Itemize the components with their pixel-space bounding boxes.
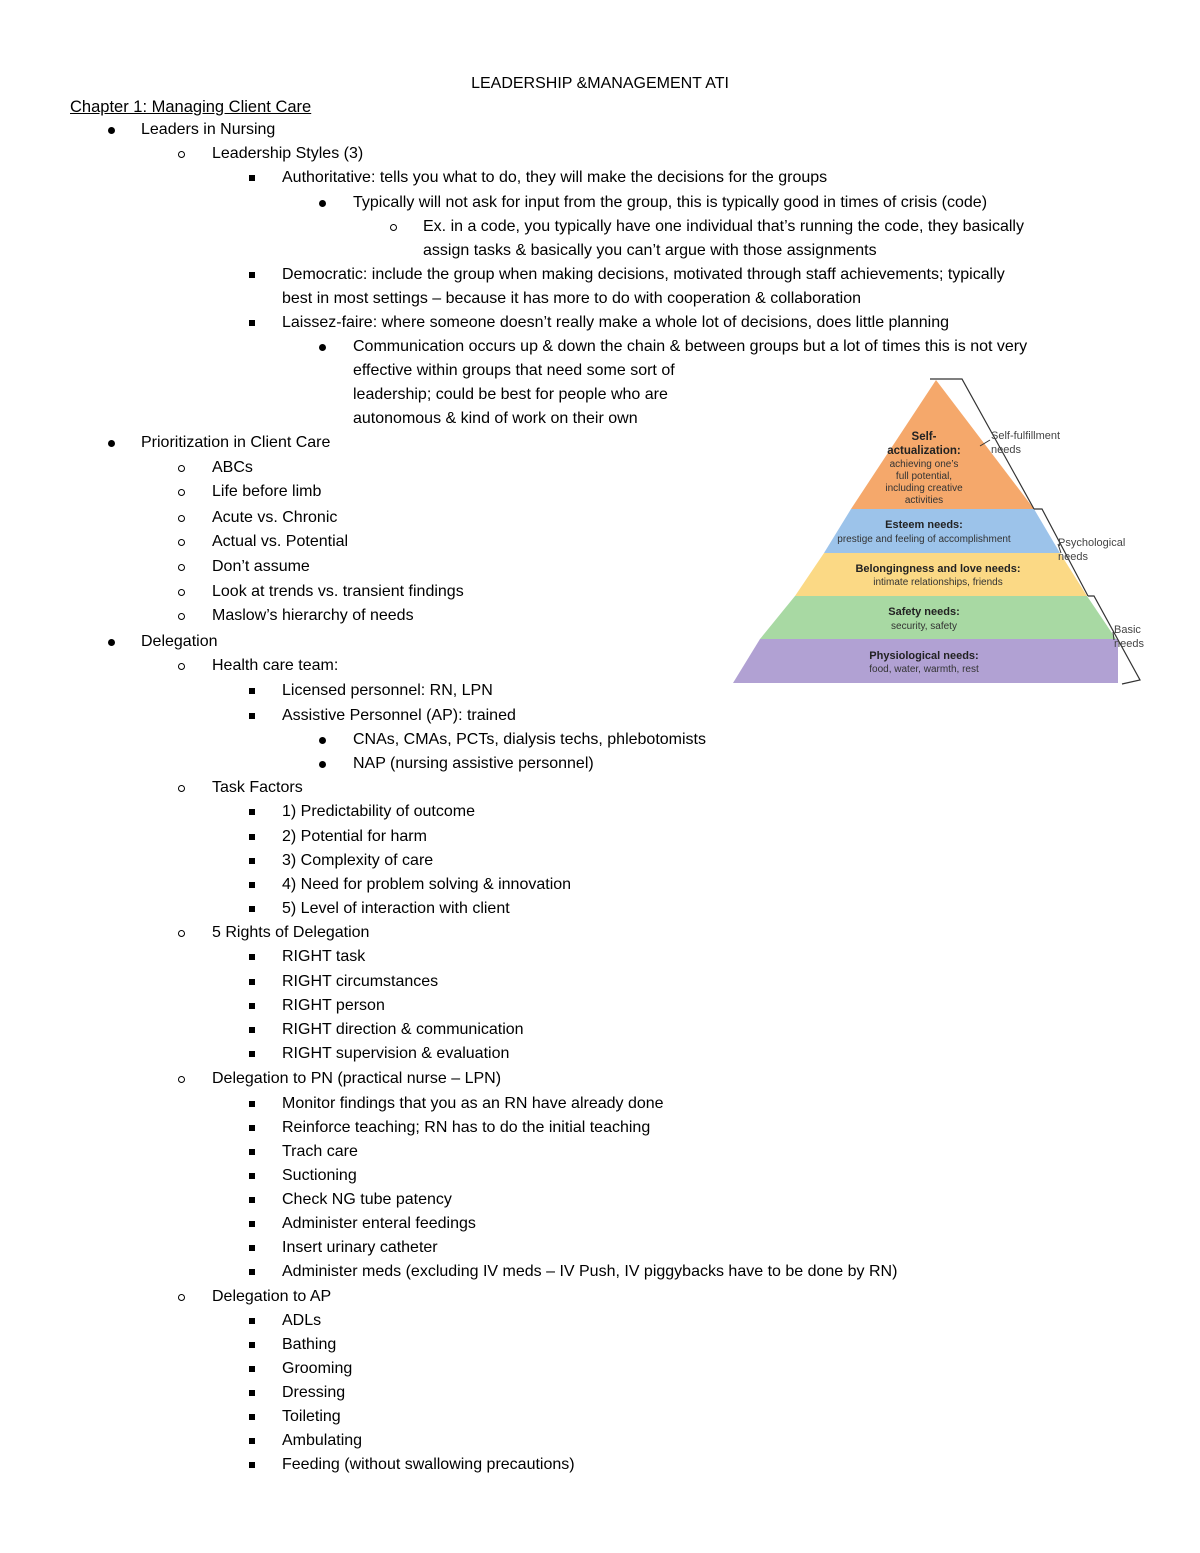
document-title: LEADERSHIP &MANAGEMENT ATI	[471, 75, 729, 92]
belong-title: Belongingness and love needs:	[855, 563, 1021, 575]
outline-line: Delegation to AP	[212, 1288, 332, 1305]
bullet-marker	[249, 1438, 255, 1444]
outline-line: 5) Level of interaction with client	[282, 900, 510, 917]
outline-line: Laissez-faire: where someone doesn’t really make a whole lot of decisions, does little planning	[282, 314, 950, 331]
bullet-marker	[319, 737, 326, 744]
outline-line: Ex. in a code, you typically have one individual that’s running the code, they basically	[423, 218, 1024, 235]
bullet-marker	[249, 906, 255, 912]
bullet-marker	[108, 639, 115, 646]
bullet-marker	[249, 175, 255, 181]
bullet-marker	[178, 930, 185, 937]
bullet-marker	[249, 1027, 255, 1033]
bullet-marker	[249, 809, 255, 815]
outline-line: Leadership Styles (3)	[212, 145, 364, 162]
outline-line: NAP (nursing assistive personnel)	[353, 755, 594, 772]
safety-desc: security, safety	[891, 621, 957, 632]
outline-line: Administer enteral feedings	[282, 1215, 476, 1232]
outline-line: Ambulating	[282, 1432, 363, 1449]
phys-desc: food, water, warmth, rest	[869, 664, 979, 675]
label-self-2: needs	[991, 444, 1021, 456]
outline-line: Assistive Personnel (AP): trained	[282, 707, 516, 724]
bullet-marker	[249, 1003, 255, 1009]
label-psych-2: needs	[1058, 551, 1088, 563]
bullet-marker	[178, 589, 185, 596]
bullet-marker	[249, 1197, 255, 1203]
bullet-marker	[178, 489, 185, 496]
self-desc-4: activities	[904, 495, 944, 506]
outline-line: Monitor findings that you as an RN have already done	[282, 1095, 664, 1112]
bullet-marker	[249, 688, 255, 694]
bullet-marker	[249, 1051, 255, 1057]
outline-line: Prioritization in Client Care	[141, 434, 331, 451]
bullet-marker	[319, 344, 326, 351]
outline-line: 4) Need for problem solving & innovation	[282, 876, 572, 893]
outline-line: ABCs	[212, 459, 253, 476]
bullet-marker	[249, 1462, 255, 1468]
chapter-heading: Chapter 1: Managing Client Care	[70, 98, 312, 116]
bullet-marker	[249, 1125, 255, 1131]
bullet-marker	[108, 127, 115, 134]
bullet-marker	[249, 1221, 255, 1227]
bullet-marker	[249, 882, 255, 888]
outline-line: effective within groups that need some sort of	[353, 362, 675, 379]
bullet-marker	[249, 713, 255, 719]
bullet-marker	[249, 1390, 255, 1396]
outline-line: Suctioning	[282, 1167, 357, 1184]
outline-line: 1) Predictability of outcome	[282, 803, 475, 820]
bullet-marker	[178, 1076, 185, 1083]
bullet-marker	[249, 834, 255, 840]
bullet-marker	[319, 761, 326, 768]
bullet-marker	[319, 200, 326, 207]
outline-line: Acute vs. Chronic	[212, 509, 338, 526]
outline-line: Don’t assume	[212, 558, 310, 575]
bullet-marker	[390, 224, 397, 231]
belong-desc: intimate relationships, friends	[873, 577, 1003, 588]
phys-title: Physiological needs:	[869, 650, 979, 662]
outline-line: autonomous & kind of work on their own	[353, 410, 638, 427]
self-desc-2: full potential,	[895, 471, 953, 482]
outline-line: RIGHT supervision & evaluation	[282, 1045, 510, 1062]
outline-line: assign tasks & basically you can’t argue with those assignments	[423, 242, 877, 259]
maslow-pyramid-figure	[728, 372, 1168, 690]
bullet-marker	[249, 272, 255, 278]
bullet-marker	[249, 1173, 255, 1179]
outline-line: Check NG tube patency	[282, 1191, 452, 1208]
outline-line: RIGHT task	[282, 948, 366, 965]
bullet-marker	[249, 1149, 255, 1155]
outline-line: RIGHT direction & communication	[282, 1021, 524, 1038]
outline-line: Trach care	[282, 1143, 358, 1160]
outline-line: Task Factors	[212, 779, 303, 796]
bullet-marker	[249, 1414, 255, 1420]
outline-line: Health care team:	[212, 657, 339, 674]
outline-line: Maslow’s hierarchy of needs	[212, 607, 414, 624]
self-title-1: Self-	[911, 431, 937, 443]
outline-line: RIGHT person	[282, 997, 385, 1014]
bullet-marker	[249, 1318, 255, 1324]
outline-line: CNAs, CMAs, PCTs, dialysis techs, phlebotomists	[353, 731, 706, 748]
bullet-marker	[178, 515, 185, 522]
outline-line: Typically will not ask for input from the group, this is typically good in times of crisis (code)	[353, 194, 988, 211]
outline-line: best in most settings – because it has more to do with cooperation & collaboration	[282, 290, 861, 307]
bullet-marker	[249, 954, 255, 960]
outline-line: Authoritative: tells you what to do, they will make the decisions for the groups	[282, 169, 828, 186]
bullet-marker	[249, 1342, 255, 1348]
self-title-2: actualization:	[887, 445, 961, 457]
esteem-title: Esteem needs:	[885, 519, 963, 531]
bullet-marker	[178, 613, 185, 620]
pyramid-tier-esteem	[824, 509, 1060, 553]
outline-line: Democratic: include the group when making decisions, motivated through staff achievements; typically	[282, 266, 1005, 283]
outline-line: Delegation	[141, 633, 218, 650]
bullet-marker	[178, 465, 185, 472]
outline-line: Communication occurs up & down the chain & between groups but a lot of times this is not very	[353, 338, 1028, 355]
bullet-marker	[178, 785, 185, 792]
bullet-marker	[249, 1269, 255, 1275]
outline-line: 5 Rights of Delegation	[212, 924, 370, 941]
outline-line: Reinforce teaching; RN has to do the initial teaching	[282, 1119, 651, 1136]
outline-line: Administer meds (excluding IV meds – IV Push, IV piggybacks have to be done by RN)	[282, 1263, 898, 1280]
outline-line: Insert urinary catheter	[282, 1239, 438, 1256]
bullet-marker	[249, 1245, 255, 1251]
bullet-marker	[178, 151, 185, 158]
bullet-marker	[249, 1366, 255, 1372]
esteem-desc: prestige and feeling of accomplishment	[837, 534, 1011, 545]
bullet-marker	[178, 663, 185, 670]
outline-line: Look at trends vs. transient findings	[212, 583, 464, 600]
bullet-marker	[178, 539, 185, 546]
outline-line: Dressing	[282, 1384, 346, 1401]
label-basic-2: needs	[1114, 638, 1144, 650]
outline-line: Toileting	[282, 1408, 341, 1425]
outline-line: Delegation to PN (practical nurse – LPN)	[212, 1070, 502, 1087]
self-desc-1: achieving one’s	[889, 459, 959, 470]
bullet-marker	[108, 440, 115, 447]
outline-line: Feeding (without swallowing precautions)	[282, 1456, 575, 1473]
outline-line: 3) Complexity of care	[282, 852, 434, 869]
label-self-1: Self-fulfillment	[991, 430, 1061, 442]
outline-line: Grooming	[282, 1360, 353, 1377]
self-desc-3: including creative	[885, 483, 963, 494]
outline-line: RIGHT circumstances	[282, 973, 439, 990]
bullet-marker	[249, 1101, 255, 1107]
bullet-marker	[178, 564, 185, 571]
outline-line: leadership; could be best for people who are	[353, 386, 668, 403]
outline-line: Licensed personnel: RN, LPN	[282, 682, 493, 699]
outline-line: Leaders in Nursing	[141, 121, 276, 138]
outline-line: 2) Potential for harm	[282, 828, 427, 845]
outline-line: ADLs	[282, 1312, 322, 1329]
bullet-marker	[178, 1294, 185, 1301]
safety-title: Safety needs:	[888, 606, 960, 618]
bullet-marker	[249, 320, 255, 326]
outline-line: Actual vs. Potential	[212, 533, 349, 550]
bullet-marker	[249, 979, 255, 985]
label-basic-1: Basic	[1114, 624, 1141, 636]
bullet-marker	[249, 858, 255, 864]
outline-line: Bathing	[282, 1336, 337, 1353]
label-psych-1: Psychological	[1058, 537, 1126, 549]
outline-line: Life before limb	[212, 483, 322, 500]
